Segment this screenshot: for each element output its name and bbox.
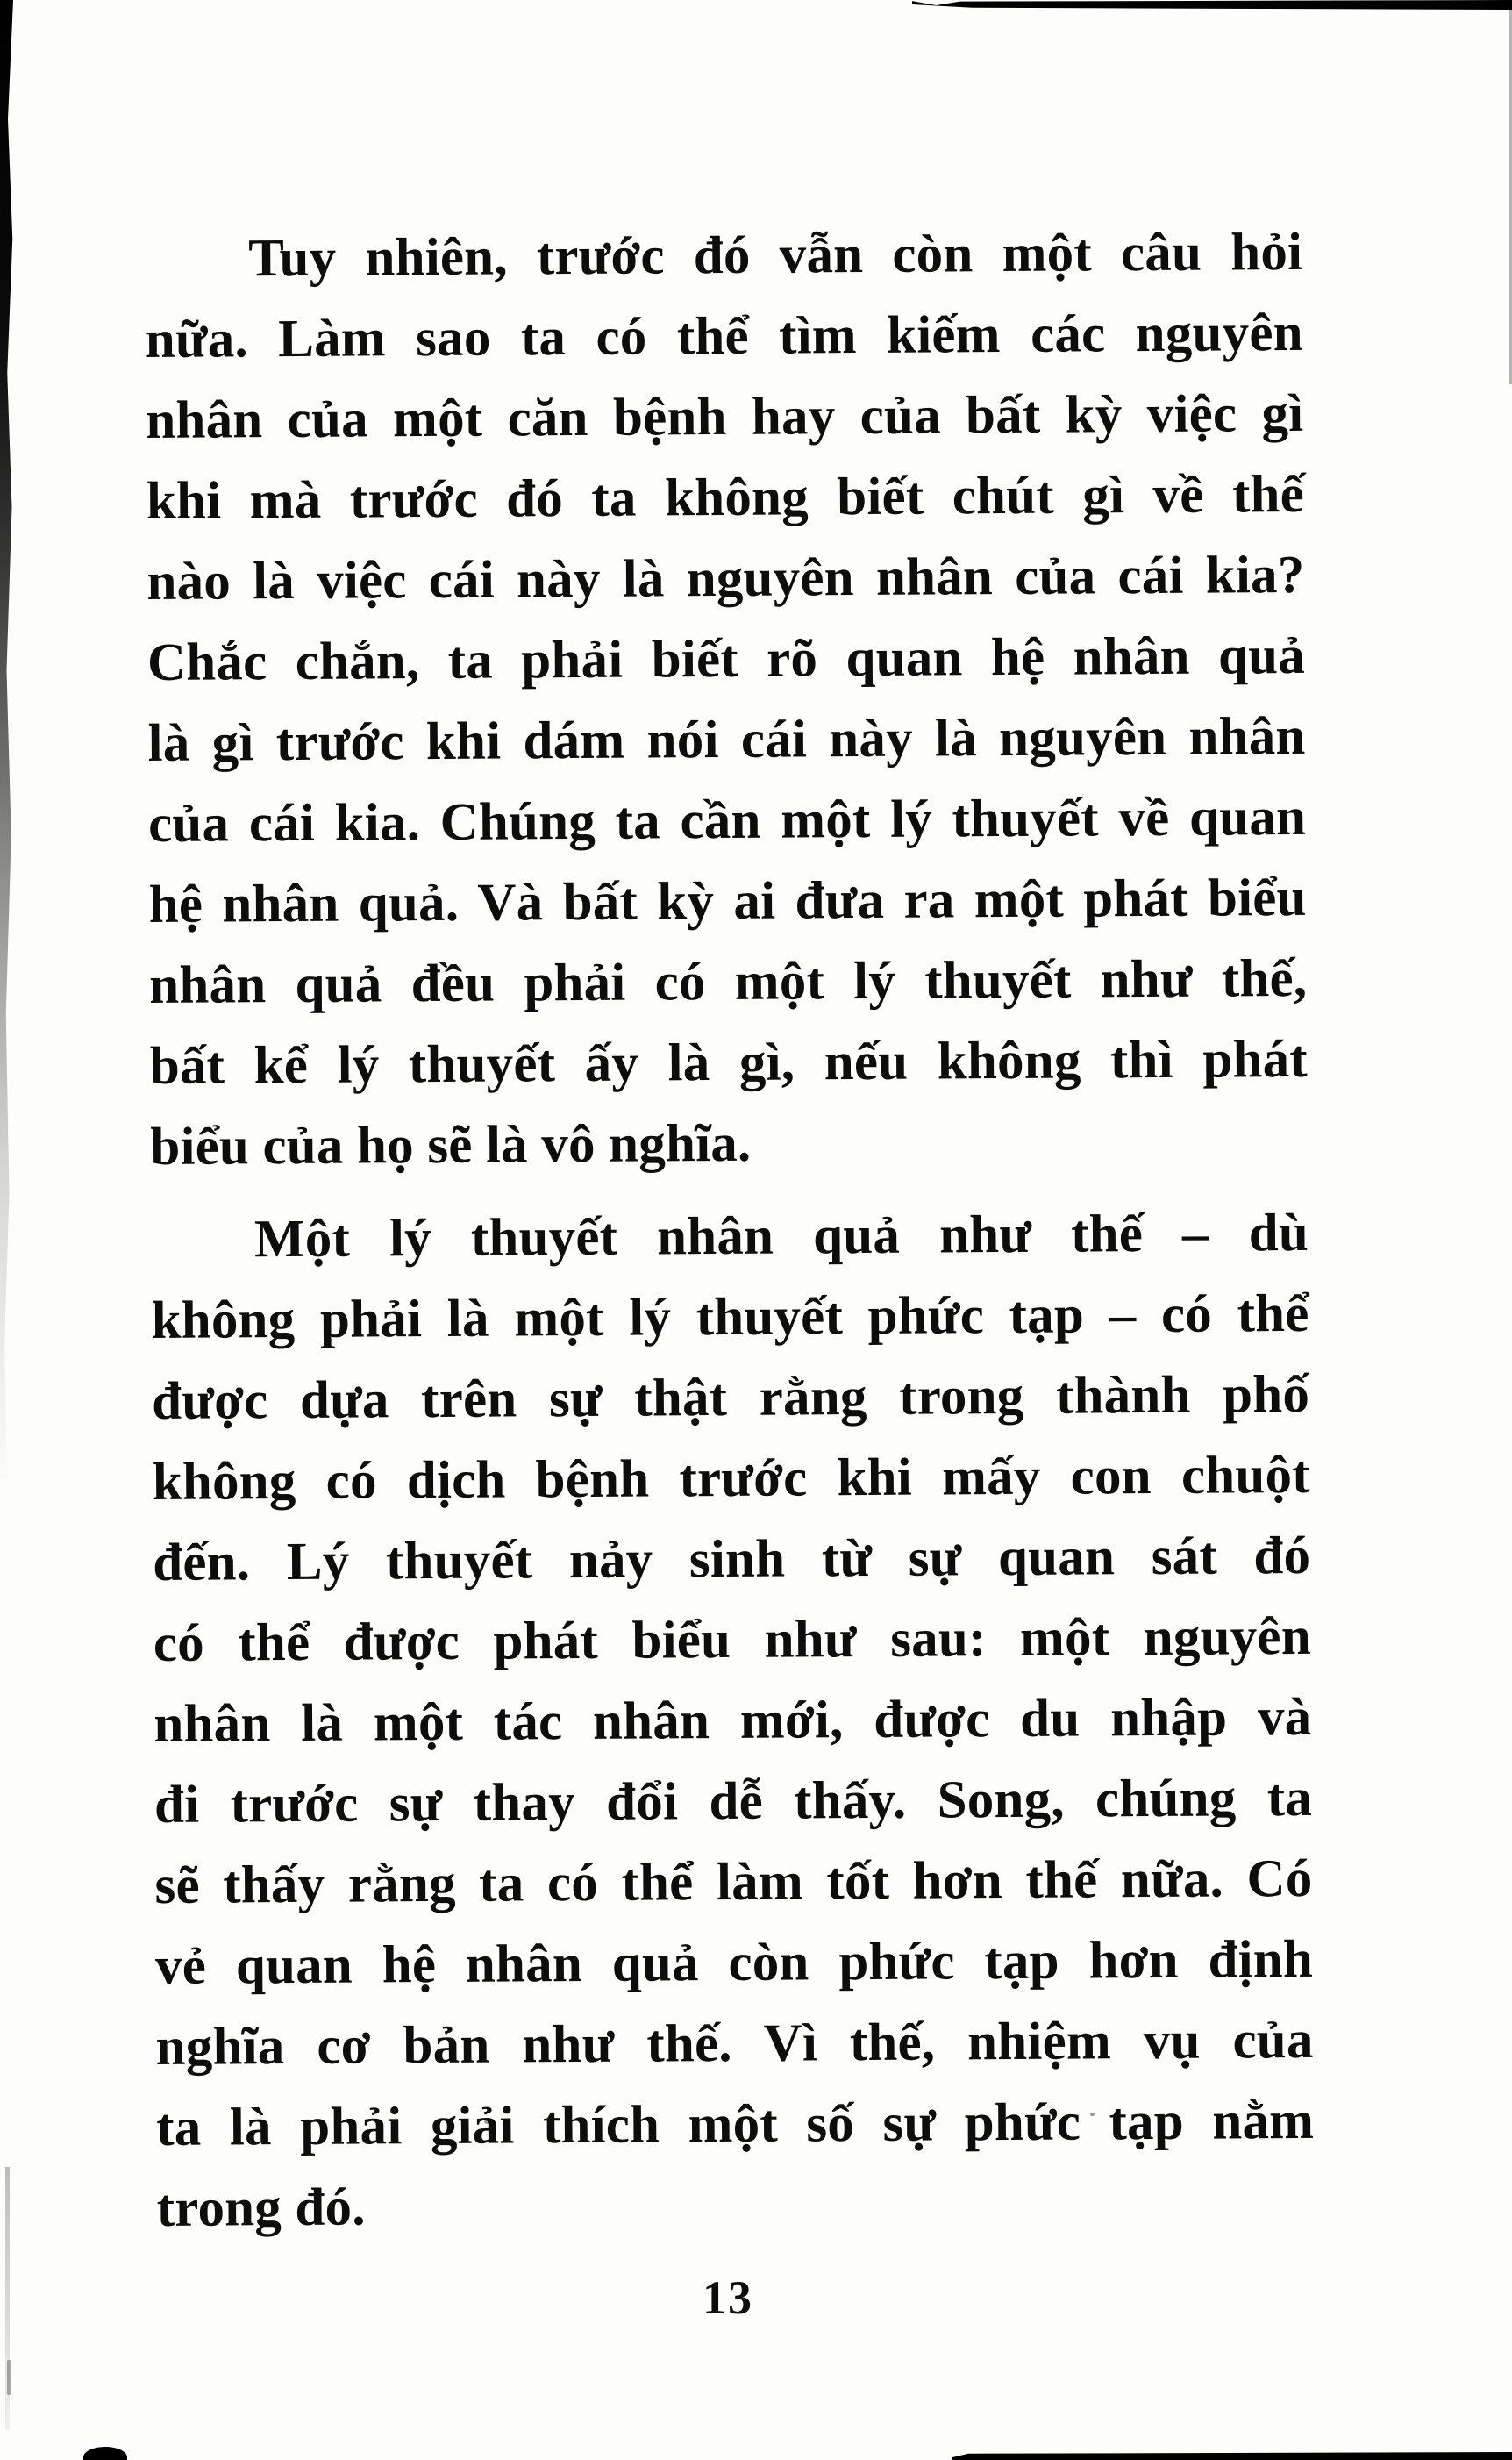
page-number: 13	[703, 2271, 753, 2324]
paragraph	[145, 212, 1309, 1188]
text-line: đến. Lý thuyết nảy sinh từ sự quan sát đó	[153, 1526, 1311, 1592]
text-line: Chắc chắn, ta phải biết rõ quan hệ nhân quả	[146, 626, 1306, 693]
text-line: đi trước sự thay đổi dễ thấy. Song, chúng ta	[153, 1768, 1313, 1834]
scan-smudge-artifact	[83, 2447, 127, 2460]
text-line: nhân quả đều phải có một lý thuyết như thế,	[149, 948, 1308, 1016]
text-line: nhân là một tác nhân mới, được du nhập và	[153, 1687, 1312, 1754]
text-line: bất kể lý thuyết ấy là gì, nếu không thì phát	[149, 1029, 1309, 1097]
text-line: sẽ thấy rằng ta có thể làm tốt hơn thế nữa. Có	[154, 1849, 1313, 1915]
text-line: không có dịch bệnh trước khi mấy con chuột	[152, 1445, 1310, 1512]
text-line: nào là việc cái này là nguyên nhân của cái kia?	[146, 545, 1305, 612]
text-line: không phải là một lý thuyết phức tạp – có thể	[151, 1284, 1309, 1350]
scan-top-edge-artifact	[912, 0, 1512, 10]
text-line: biểu của họ sẽ là vô nghĩa.	[150, 1113, 752, 1177]
scan-left-edge-artifact	[0, 0, 13, 1491]
text-line: khi mà trước đó ta không biết chút gì về thế	[146, 464, 1305, 532]
text-line: Tuy nhiên, trước đó vẫn còn một câu hỏi	[248, 222, 1303, 289]
text-line: nghĩa cơ bản như thế. Vì thế, nhiệm vụ của	[155, 2010, 1314, 2077]
text-line: là gì trước khi dám nói cái này là nguyên nhân	[147, 706, 1306, 774]
scan-bottom-edge-artifact	[952, 2452, 1512, 2460]
page-text	[145, 212, 1315, 2249]
text-line: được dựa trên sự thật rằng trong thành phố	[151, 1364, 1310, 1431]
text-line: Một lý thuyết nhân quả như thế – dù	[253, 1203, 1309, 1269]
text-line: nhân của một căn bệnh hay của bất kỳ việc gì	[146, 383, 1304, 451]
scan-speck	[7, 2360, 11, 2395]
text-line: hệ nhân quả. Và bất kỳ ai đưa ra một phát biểu	[148, 868, 1307, 935]
paragraph	[151, 1193, 1315, 2249]
text-line: của cái kia. Chúng ta cần một lý thuyết về quan	[147, 787, 1307, 855]
text-line: trong đó.	[156, 2178, 366, 2238]
text-line: ta là phải giải thích một số sự phức tạp nằm	[156, 2091, 1315, 2157]
text-line: nữa. Làm sao ta có thể tìm kiếm các nguyên	[145, 303, 1303, 370]
text-line: vẻ quan hệ nhân quả còn phức tạp hơn định	[154, 1929, 1314, 1996]
text-line: có thể được phát biểu như sau: một nguyên	[153, 1606, 1312, 1673]
